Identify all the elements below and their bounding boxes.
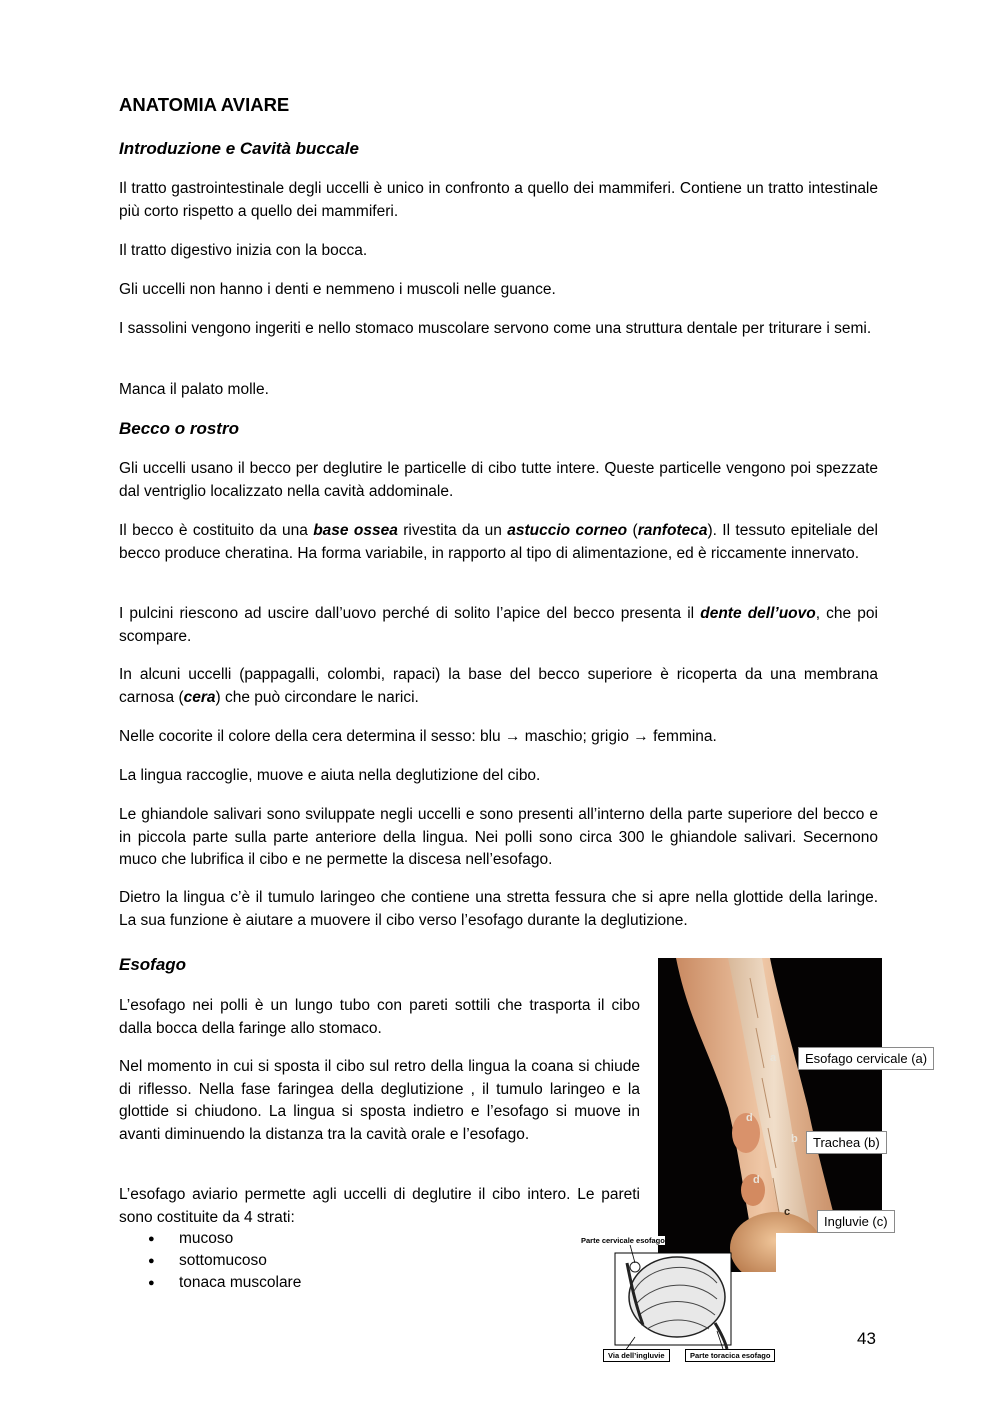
paragraph: Il tratto digestivo inizia con la bocca. (119, 242, 368, 259)
paragraph: L’esofago aviario permette agli uccelli di deglutire il cibo intero. Le pareti sono costituite da 4 strati: (119, 1186, 640, 1226)
inset-label-ingluvie: Via dell’ingluvie (603, 1349, 670, 1362)
heading-introduzione: Introduzione e Cavità buccale (119, 139, 359, 158)
paragraph: Le ghiandole salivari sono sviluppate negli uccelli e sono presenti all’interno della parte superiore del becco e in piccola parte sulla parte anteriore della lingua. Nei polli sono circa 300 le ghiandole salivari. Secernono muco che lubrifica il cibo e ne permette la discesa nell’esofago. (119, 806, 878, 868)
paragraph: Gli uccelli usano il becco per deglutire le particelle di cibo tutte intere. Queste particelle vengono poi spezzate dal ventriglio localizzato nella cavità addominale. (119, 460, 878, 500)
emphasis-term: ranfoteca (637, 522, 708, 539)
heading-becco: Becco o rostro (119, 419, 239, 438)
paragraph (119, 664, 878, 709)
inset-label-cervicale: Parte cervicale esofago (581, 1236, 665, 1245)
text-run: Il becco è costituito da una (119, 522, 314, 539)
paragraph: Il tratto gastrointestinale degli uccelli è unico in confronto a quello dei mammiferi. Contiene un tratto intestinale più corto rispetto a quello dei mammiferi. (119, 180, 878, 220)
list-item: ● sottomucoso (119, 1250, 301, 1272)
text-run: In alcuni uccelli (pappagalli, colombi, rapaci) la base del becco superiore è ricoperta da una membrana carnosa ( (119, 666, 878, 706)
crop-diagram (577, 1233, 777, 1363)
paragraph: Nel momento in cui si sposta il cibo sul retro della lingua la coana si chiude di riflesso. Nella fase faringea della deglutizione , il tumulo laringeo e la glottide si chiudono. La lingua si sposta indietro e l’esofago si muove in avanti diminuendo la distanza tra la cavità orale e l’esofago. (119, 1058, 640, 1143)
paragraph: L’esofago nei polli è un lungo tubo con pareti sottili che trasporta il cibo dalla bocca della faringe allo stomaco. (119, 997, 640, 1037)
paragraph: I sassolini vengono ingeriti e nello stomaco muscolare servono come una struttura dentale per triturare i semi. (119, 320, 872, 337)
list-item: ● mucoso (119, 1228, 301, 1250)
emphasis-term: dente dell’uovo (700, 605, 816, 622)
label-letter: c (784, 1206, 791, 1218)
text-run: I pulcini riescono ad uscire dall’uovo perché di solito l’apice del becco presenta il (119, 605, 701, 622)
text-run: , che poi scompare. (119, 605, 878, 645)
list-item: ● tonaca muscolare (119, 1272, 301, 1294)
label-letter: d (753, 1174, 760, 1186)
paragraph (119, 603, 878, 648)
paragraph: Nelle cocorite il colore della cera determina il sesso: blu → maschio; grigio → femmina. (119, 728, 717, 745)
callout-esofago-cervicale: Esofago cervicale (a) (798, 1047, 934, 1070)
callout-trachea: Trachea (b) (806, 1131, 887, 1154)
crop-diagram-drawing (577, 1233, 777, 1363)
paragraph: Gli uccelli non hanno i denti e nemmeno i muscoli nelle guance. (119, 281, 556, 298)
paragraph: Dietro la lingua c’è il tumulo laringeo che contiene una stretta fessura che si apre nella glottide della laringe. La sua funzione è aiutare a muovere il cibo verso l’esofago durante la deglutizione. (119, 889, 878, 929)
label-letter: b (791, 1133, 798, 1145)
callout-ingluvie: Ingluvie (c) (817, 1210, 895, 1233)
text-run: ( (627, 522, 638, 539)
paragraph: La lingua raccoglie, muove e aiuta nella deglutizione del cibo. (119, 767, 541, 784)
label-letter: a (770, 1052, 777, 1064)
paragraph (119, 520, 878, 565)
heading-esofago: Esofago (119, 955, 187, 974)
emphasis-term: astuccio corneo (507, 522, 628, 539)
text-run: ). Il tessuto epiteliale del becco produce cheratina. Ha forma variabile, in rapporto al tipo di alimentazione, ed è riccamente innervato. (119, 522, 878, 562)
text-run: rivestita da un (397, 522, 508, 539)
paragraph: Manca il palato molle. (119, 381, 269, 398)
text-run: ) che può circondare le narici. (215, 688, 419, 706)
label-letter: d (746, 1112, 753, 1124)
emphasis-term: cera (183, 688, 216, 706)
inset-label-toracica: Parte toracica esofago (685, 1349, 775, 1362)
page-title: ANATOMIA AVIARE (119, 94, 290, 115)
emphasis-term: base ossea (313, 522, 398, 539)
layer-list (119, 1228, 301, 1294)
page-number: 43 (857, 1329, 876, 1348)
